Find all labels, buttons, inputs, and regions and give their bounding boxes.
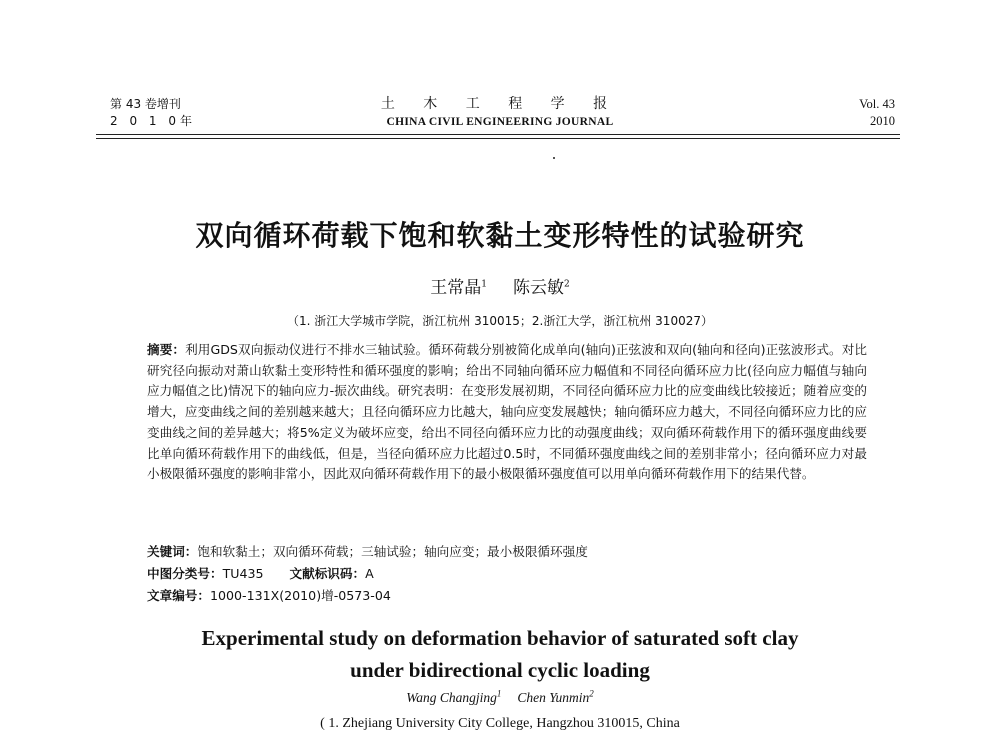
paper-title-en-line2: under bidirectional cyclic loading — [350, 658, 650, 682]
paper-title-en-line1: Experimental study on deformation behavior of saturated soft clay — [201, 626, 799, 650]
doc-code-label: 文献标识码： — [289, 566, 366, 581]
keywords-text: 饱和软黏土；双向循环荷载；三轴试验；轴向应变；最小极限循环强度 — [197, 544, 588, 559]
classification-row — [147, 563, 867, 582]
paper-title-en — [0, 622, 1000, 686]
header-volume-cn-block — [110, 96, 196, 130]
author-name: 王常晶 — [430, 278, 482, 298]
authors-cn — [0, 273, 1000, 298]
authors-en — [0, 690, 1000, 706]
abstract-label: 摘要： — [147, 342, 186, 357]
affiliation-en: ( 1. Zhejiang University City College, Hangzhou 310015, China — [320, 716, 680, 731]
header-rule-bottom — [96, 138, 900, 139]
article-number-value: 1000-131X(2010)增-0573-04 — [209, 588, 391, 603]
doc-code-value: A — [365, 566, 374, 581]
keywords-label: 关键词： — [147, 544, 198, 559]
abstract-cn — [147, 340, 867, 485]
article-number-label: 文章编号： — [147, 588, 210, 603]
journal-name-block — [300, 93, 700, 128]
header-volume-en: Vol. 43 — [859, 97, 895, 111]
author-affil-sup: 1 — [481, 279, 487, 290]
author-affil-sup: 2 — [564, 279, 570, 290]
author-affil-sup: 2 — [589, 688, 594, 699]
journal-name-cn: 土 木 工 程 学 报 — [380, 96, 620, 112]
clc-label: 中图分类号： — [147, 566, 223, 581]
author-name-en: Wang Changjing — [406, 690, 497, 705]
header-volume-cn: 第 43 卷增刊 — [110, 97, 181, 111]
header-year-en: 2010 — [870, 114, 895, 128]
paper-title-cn: 双向循环荷载下饱和软黏土变形特性的试验研究 — [195, 219, 805, 252]
header-rule-top — [96, 134, 900, 135]
keywords-cn — [147, 541, 867, 560]
journal-name-en: CHINA CIVIL ENGINEERING JOURNAL — [386, 116, 614, 128]
affiliation-cn: （1. 浙江大学城市学院，浙江杭州 310015；2.浙江大学，浙江杭州 310027） — [287, 314, 713, 328]
clc-value: TU435 — [222, 566, 264, 581]
author-name: 陈云敏 — [513, 278, 564, 298]
header-year-cn: 2 0 1 0年 — [110, 114, 196, 128]
article-number-row — [147, 585, 867, 604]
author-name-en: Chen Yunmin — [517, 690, 590, 705]
header-volume-en-block — [800, 96, 895, 130]
abstract-text: 利用GDS双向振动仪进行不排水三轴试验。循环荷载分别被简化成单向(轴向)正弦波和双向(轴向和径向)正弦波形式。对比研究径向振动对萧山软黏土变形特性和循环强度的影响；给出不同轴向循环应力幅值和不同径向循环应力比(径向应力幅值与轴向应力幅值之比)情况下的轴向应力-振次曲线。研究表明：在变形发展初期，不同径向循环应力比的应变曲线比较接近；随着应变的增大，应变曲线之间的差别越来越大；且径向循环应力比越大，轴向应变发展越快；轴向循环应力越大，不同径向循环应力比的应变曲线之间的差异越大；将5%定义为破坏应变，给出不同径向循环应力比的动强度曲线；双向循环荷载作用下的循环强度曲线要比单向循环荷载作用下的曲线低，但是，当径向循环应力比超过0.5时，不同循环强度曲线之间的差别非常小；径向循环应力对最小极限循环强度的影响非常小，因此双向循环荷载作用下的最小极限循环强度值可以用单向循环荷载作用下的结果代替。 — [147, 342, 868, 482]
author-affil-sup: 1 — [496, 688, 502, 699]
speck — [553, 157, 555, 159]
